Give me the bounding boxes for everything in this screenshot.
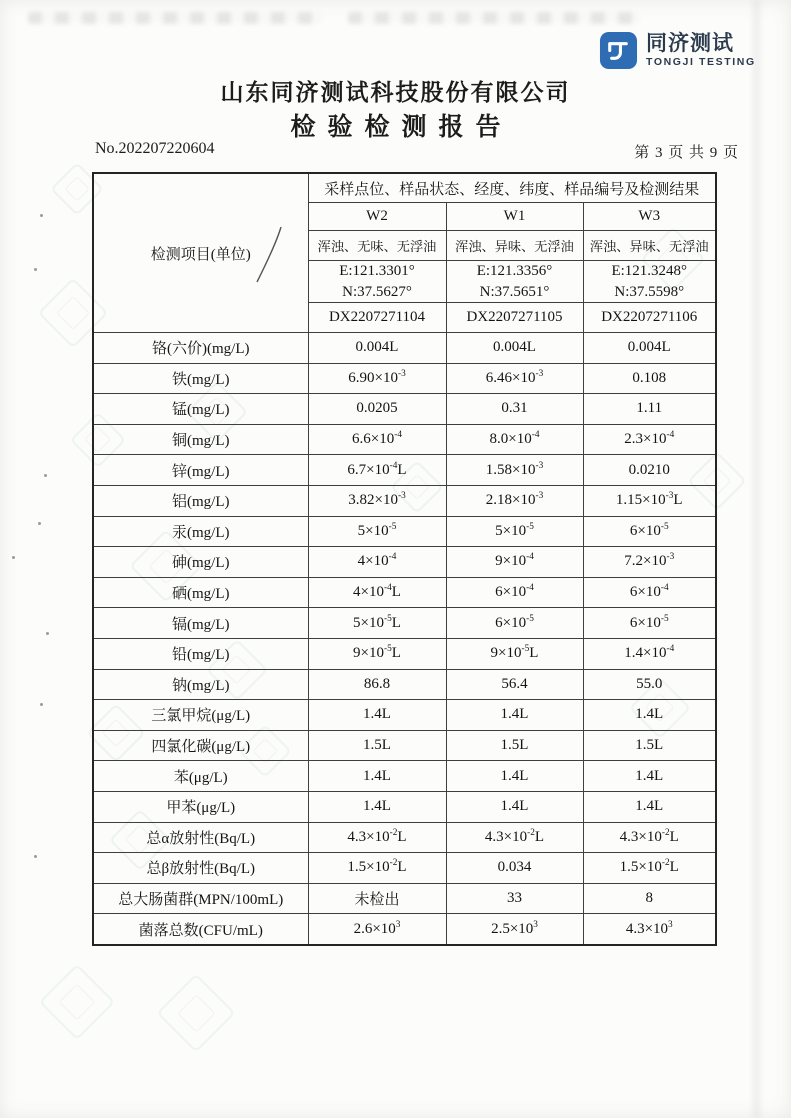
- result-value: $5\times 10^{-5}$: [446, 516, 583, 547]
- result-value: $6.6\times 10^{-4}$: [308, 424, 446, 455]
- result-value: $2.3\times 10^{-4}$: [583, 424, 716, 455]
- result-value: 1.5L: [446, 730, 583, 761]
- sample-number: DX2207271106: [583, 303, 716, 333]
- item-label: 锰(mg/L): [93, 394, 308, 425]
- item-label: 汞(mg/L): [93, 516, 308, 547]
- item-header-label: 检测项目(单位): [150, 246, 251, 263]
- span-header: 采样点位、样品状态、经度、纬度、样品编号及检测结果: [308, 173, 716, 203]
- item-label: 总大肠菌群(MPN/100mL): [93, 883, 308, 914]
- result-value: $6\times 10^{-5}$: [583, 608, 716, 639]
- sample-coordinates: [583, 261, 716, 303]
- result-value: $6\times 10^{-4}$: [446, 577, 583, 608]
- sample-number: DX2207271104: [308, 303, 446, 333]
- table-row: [93, 853, 716, 884]
- item-label: 四氯化碳(μg/L): [93, 730, 308, 761]
- result-value: $4.3\times 10^{-2}L$: [583, 822, 716, 853]
- watermark-stamp: [168, 985, 224, 1041]
- result-value: $5\times 10^{-5}$: [308, 516, 446, 547]
- item-label: 铬(六价)(mg/L): [93, 333, 308, 364]
- result-value: $4.3\times 10^{-2}L$: [308, 822, 446, 853]
- item-label: 铜(mg/L): [93, 424, 308, 455]
- table-row: [93, 516, 716, 547]
- result-value: $7.2\times 10^{-3}$: [583, 547, 716, 578]
- sample-number: DX2207271105: [446, 303, 583, 333]
- result-value: 1.4L: [583, 700, 716, 731]
- table-row: [93, 485, 716, 516]
- table-row: [93, 547, 716, 578]
- scan-speck: [38, 522, 41, 525]
- item-label: 铁(mg/L): [93, 363, 308, 394]
- table-row: [93, 608, 716, 639]
- sample-state: 浑浊、无味、无浮油: [308, 231, 446, 261]
- watermark-stamp: [50, 975, 104, 1029]
- table-row: [93, 669, 716, 700]
- watermark-stamp: [48, 288, 98, 338]
- sample-coordinates: [308, 261, 446, 303]
- company-name: 山东同济测试科技股份有限公司: [220, 80, 571, 105]
- result-value: $1.5\times 10^{-2}L$: [583, 853, 716, 884]
- result-value: $1.4\times 10^{-4}$: [583, 638, 716, 669]
- result-value: 0.0205: [308, 394, 446, 425]
- sample-point: W1: [446, 203, 583, 231]
- result-value: $1.58\times 10^{-3}$: [446, 455, 583, 486]
- result-value: $9\times 10^{-5}L$: [308, 638, 446, 669]
- result-value: 1.4L: [308, 700, 446, 731]
- result-value: 1.11: [583, 394, 716, 425]
- result-value: 1.4L: [583, 761, 716, 792]
- item-label: 菌落总数(CFU/mL): [93, 914, 308, 945]
- table-row: [93, 822, 716, 853]
- scan-speck: [34, 855, 37, 858]
- scan-streak: [752, 0, 761, 1118]
- item-label: 硒(mg/L): [93, 577, 308, 608]
- result-value: 1.4L: [583, 791, 716, 822]
- result-value: 56.4: [446, 669, 583, 700]
- item-label: 砷(mg/L): [93, 547, 308, 578]
- sample-point: W2: [308, 203, 446, 231]
- result-value: $5\times 10^{-5}L$: [308, 608, 446, 639]
- result-value: 1.4L: [446, 791, 583, 822]
- result-value: $6\times 10^{-4}$: [583, 577, 716, 608]
- report-number: No.202207220604: [95, 140, 215, 157]
- result-value: $3.82\times 10^{-3}$: [308, 485, 446, 516]
- result-value: $2.18\times 10^{-3}$: [446, 485, 583, 516]
- result-value: 0.108: [583, 363, 716, 394]
- result-value: 1.4L: [446, 700, 583, 731]
- scan-speck: [46, 632, 49, 635]
- table-row: [93, 363, 716, 394]
- result-value: $4.3\times 10^{-2}L$: [446, 822, 583, 853]
- watermark-stamp: [58, 170, 96, 208]
- table-row: [93, 424, 716, 455]
- result-value: 0.004L: [446, 333, 583, 364]
- item-label: 锌(mg/L): [93, 455, 308, 486]
- result-value: 0.31: [446, 394, 583, 425]
- table-row: [93, 333, 716, 364]
- result-value: $6.90\times 10^{-3}$: [308, 363, 446, 394]
- item-column-header: [93, 173, 308, 333]
- result-value: 0.004L: [583, 333, 716, 364]
- sample-point: W3: [583, 203, 716, 231]
- latitude: N:37.5627°: [342, 283, 412, 300]
- item-label: 钠(mg/L): [93, 669, 308, 700]
- scan-speck: [40, 703, 43, 706]
- logo-name-en: TONGJI TESTING: [646, 55, 756, 68]
- table-row: [93, 914, 716, 945]
- result-value: 未检出: [308, 883, 446, 914]
- result-value: 0.004L: [308, 333, 446, 364]
- page-indicator: 第 3 页 共 9 页: [634, 145, 739, 161]
- result-value: 8: [583, 883, 716, 914]
- result-value: 1.4L: [308, 761, 446, 792]
- result-value: $2.5\times 10^3$: [446, 914, 583, 945]
- result-value: 86.8: [308, 669, 446, 700]
- item-label: 三氯甲烷(μg/L): [93, 700, 308, 731]
- latitude: N:37.5651°: [479, 283, 550, 300]
- result-value: 1.4L: [446, 761, 583, 792]
- table-row: [93, 638, 716, 669]
- result-value: $9\times 10^{-4}$: [446, 547, 583, 578]
- results-table: [92, 172, 717, 946]
- latitude: N:37.5598°: [614, 283, 685, 300]
- report-title: 检验检测报告: [290, 114, 513, 141]
- results-body: [93, 333, 716, 945]
- table-row: [93, 577, 716, 608]
- sample-state: 浑浊、异味、无浮油: [446, 231, 583, 261]
- result-value: 0.0210: [583, 455, 716, 486]
- handwritten-slash-mark: [252, 224, 286, 286]
- result-value: $8.0\times 10^{-4}$: [446, 424, 583, 455]
- result-value: 1.5L: [583, 730, 716, 761]
- result-value: $4\times 10^{-4}$: [308, 547, 446, 578]
- item-label: 总α放射性(Bq/L): [93, 822, 308, 853]
- scan-speck: [40, 214, 43, 217]
- scan-speck: [44, 474, 47, 477]
- result-value: $1.5\times 10^{-2}L$: [308, 853, 446, 884]
- company-logo: [599, 28, 774, 72]
- longitude: E:121.3356°: [476, 263, 553, 280]
- result-value: $6.7\times 10^{-4}L$: [308, 455, 446, 486]
- longitude: E:121.3301°: [339, 263, 415, 280]
- item-label: 铅(mg/L): [93, 638, 308, 669]
- table-row: [93, 883, 716, 914]
- table-row: [93, 455, 716, 486]
- result-value: 1.4L: [308, 791, 446, 822]
- result-value: 55.0: [583, 669, 716, 700]
- scan-smudge: [348, 12, 640, 24]
- result-value: $4.3\times 10^3$: [583, 914, 716, 945]
- scan-smudge: [28, 12, 323, 24]
- scan-speck: [12, 556, 15, 559]
- scan-speck: [34, 268, 37, 271]
- item-label: 镉(mg/L): [93, 608, 308, 639]
- result-value: $6.46\times 10^{-3}$: [446, 363, 583, 394]
- sample-coordinates: [446, 261, 583, 303]
- item-label: 苯(μg/L): [93, 761, 308, 792]
- result-value: $1.15\times 10^{-3}L$: [583, 485, 716, 516]
- table-row: [93, 700, 716, 731]
- result-value: 1.5L: [308, 730, 446, 761]
- table-row: [93, 730, 716, 761]
- longitude: E:121.3248°: [611, 263, 688, 280]
- result-value: $2.6\times 10^3$: [308, 914, 446, 945]
- result-value: 0.034: [446, 853, 583, 884]
- result-value: $6\times 10^{-5}$: [583, 516, 716, 547]
- item-label: 甲苯(μg/L): [93, 791, 308, 822]
- logo-name-cn: 同济测试: [646, 31, 734, 55]
- sample-state: 浑浊、异味、无浮油: [583, 231, 716, 261]
- result-value: $9\times 10^{-5}L$: [446, 638, 583, 669]
- item-label: 铝(mg/L): [93, 485, 308, 516]
- table-row: [93, 394, 716, 425]
- result-value: $4\times 10^{-4}L$: [308, 577, 446, 608]
- table-row: [93, 761, 716, 792]
- tongji-logo-icon: [599, 31, 638, 70]
- table-row: [93, 791, 716, 822]
- item-label: 总β放射性(Bq/L): [93, 853, 308, 884]
- result-value: $6\times 10^{-5}$: [446, 608, 583, 639]
- result-value: 33: [446, 883, 583, 914]
